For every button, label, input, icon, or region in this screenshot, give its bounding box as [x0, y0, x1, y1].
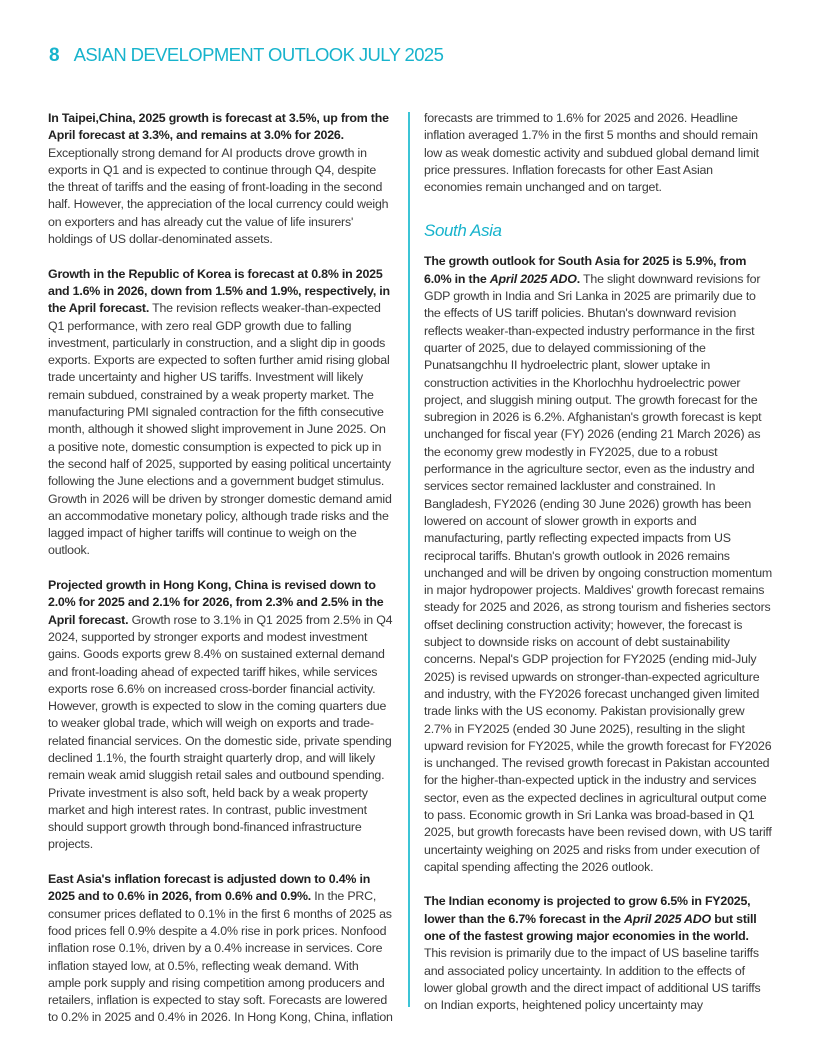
paragraph-lead: In Taipei,China, 2025 growth is forecast at 3.5%, up from the April forecast at 3.3%, and remains at 3.0% for 2026. — [48, 111, 389, 143]
lead-publication-name: April 2025 ADO — [624, 911, 711, 926]
paragraph-body: In the PRC, consumer prices deflated to 0.1% in the first 6 months of 2025 as food prices fell 0.9% despite a 4.0% rise in pork prices. Nonfood inflation rose 0.1%, driven by a 0.4% increase in services. Core inflation stayed low, at 0.5%, reflecting weak demand. With ample pork supply and rising competition among producers and retailers, inflation is expected to stay soft. Forecasts are lowered to 0.2% in 2025 and 0.4% in 2026. In Hong Kong, China, inflation — [48, 889, 393, 1025]
page-number: 8 — [49, 45, 60, 66]
paragraph-lead: East Asia's inflation forecast is adjusted down to 0.4% in 2025 and to 0.6% in 2026, from 0.6% and 0.9%. — [48, 872, 371, 904]
lead-text-end: . — [576, 271, 580, 286]
paragraph-lead: Projected growth in Hong Kong, China is revised down to 2.0% for 2025 and 2.1% for 2026, from 2.3% and 2.5% in the April forecast. — [48, 578, 384, 627]
page-header — [49, 44, 443, 72]
paragraph-lead — [424, 894, 757, 943]
paragraph-taipei — [48, 110, 394, 248]
section-heading-south-asia: South Asia — [424, 221, 502, 241]
paragraph-east-asia-inflation — [48, 871, 394, 1027]
paragraph-body: Growth rose to 3.1% in Q1 2025 from 2.5% in Q4 2024, supported by stronger exports and modest investment gains. Goods exports grew 8.4% on sustained external demand and front-loading ahead of expected tariff hikes, while services exports rose 6.6% on increased cross-border financial activity. However, growth is expected to slow in the coming quarters due to weaker global trade, which will weigh on exports and trade-related financial services. On the domestic side, private spending declined 1.1%, the fourth straight quarterly drop, and will likely remain weak amid sluggish retail sales and outbound spending. Private investment is also soft, held back by a weak property market and high interest rates. In contrast, public investment should support growth through bond-financed infrastructure projects. — [48, 612, 393, 852]
paragraph-south-asia — [424, 253, 774, 876]
publication-title: ASIAN DEVELOPMENT OUTLOOK JULY 2025 — [73, 44, 444, 65]
right-column — [424, 110, 774, 1032]
paragraph-lead: Growth in the Republic of Korea is forecast at 0.8% in 2025 and 1.6% in 2026, down from 1.5% and 1.9%, respectively, in the April forecast. — [48, 266, 390, 316]
paragraph-body: This revision is primarily due to the impact of US baseline tariffs and associated policy uncertainty. In addition to the effects of lower global growth and the direct impact of additional US tariffs on Indian exports, heightened policy uncertainty may — [424, 946, 761, 1013]
paragraph-korea — [48, 266, 394, 560]
lead-text-end: but still one of the fastest growing major economies in the world. — [424, 911, 757, 944]
paragraph-body: The revision reflects weaker-than-expected Q1 performance, with zero real GDP growth due to falling investment, particularly in construction, and a slight dip in goods exports. Exports are expected to soften further amid rising global trade uncertainty and higher US tariffs. Investment will likely remain subdued, constrained by a weak property market. The manufacturing PMI signaled contraction for the fifth consecutive month, although it showed slight improvement in June 2025. On a positive note, domestic consumption is expected to pick up in the second half of 2025, supported by easing political uncertainty following the June elections and a government budget stimulus. Growth in 2026 will be driven by stronger domestic demand amid an accommodative monetary policy, although trade risks and the lagged impact of higher tariffs will continue to weigh on the outlook. — [48, 301, 392, 558]
paragraph-india — [424, 893, 774, 1014]
column-divider — [408, 112, 410, 1007]
lead-text: The Indian economy is projected to grow 6.5% in FY2025, lower than the 6.7% forecast in the — [424, 894, 751, 926]
paragraph-body: The slight downward revisions for GDP growth in India and Sri Lanka in 2025 are primarily due to the effects of US tariff policies. Bhutan's downward revision reflects weaker-than-expected industry performance in the first quarter of 2025, due to delayed commissioning of the Punatsangchhu II hydroelectric plant, slower uptake in construction activities in the Khorlochhu hydroelectric power project, and sluggish mining output. The growth forecast for the subregion in 2026 is 6.2%. Afghanistan's growth forecast is kept unchanged for fiscal year (FY) 2026 (ending 21 March 2026) as the economy grew modestly in FY2025, due to a robust performance in the agriculture sector, even as the industry and services sector remained lackluster and constrained. In Bangladesh, FY2026 (ending 30 June 2026) growth has been lowered on account of slower growth in exports and manufacturing, partly reflecting expected impacts from US reciprocal tariffs. Bhutan's growth outlook in 2026 remains unchanged and will be driven by ongoing construction momentum in major hydropower projects. Maldives' growth forecast remains steady for 2025 and 2026, as strong tourism and fisheries sectors offset declining construction activity; however, the forecast is subject to downside risks on account of debt sustainability concerns. Nepal's GDP projection for FY2025 (ending mid-July 2025) is revised upwards on stronger-than-expected agriculture and industry, with the FY2026 forecast unchanged given limited trade links with the US economy. Pakistan provisionally grew 2.7% in FY2025 (ended 30 June 2025), resulting in the slight upward revision for FY2025, while the growth forecast for FY2026 is unchanged. The revised growth forecast in Pakistan accounted for the higher-than-expected uptick in the industry and services sector, even as the expected declines in agricultural output come to pass. Economic growth in Sri Lanka was broad-based in Q1 2025, but growth forecasts have been revised down, with US tariff uncertainty weighing on 2025 and risks from under execution of capital spending affecting the 2026 outlook. — [424, 271, 773, 874]
paragraph-continuation: forecasts are trimmed to 1.6% for 2025 and 2026. Headline inflation averaged 1.7% in the first 5 months and should remain low as weak domestic activity and subdued global demand limit price pressures. Inflation forecasts for other East Asian economies remain unchanged and on target. — [424, 111, 759, 195]
lead-publication-name: April 2025 ADO — [489, 271, 577, 286]
paragraph-body: Exceptionally strong demand for AI products drove growth in exports in Q1 and is expected to continue through Q4, despite the threat of tariffs and the easing of front-loading in the second half. However, the appreciation of the local currency could weigh on exporters and has already cut the value of life insurers' holdings of US dollar-denominated assets. — [48, 145, 389, 247]
paragraph-hong-kong — [48, 577, 394, 854]
lead-text: The growth outlook for South Asia for 2025 is 5.9%, from 6.0% in the — [424, 254, 747, 286]
left-column — [48, 110, 394, 1044]
